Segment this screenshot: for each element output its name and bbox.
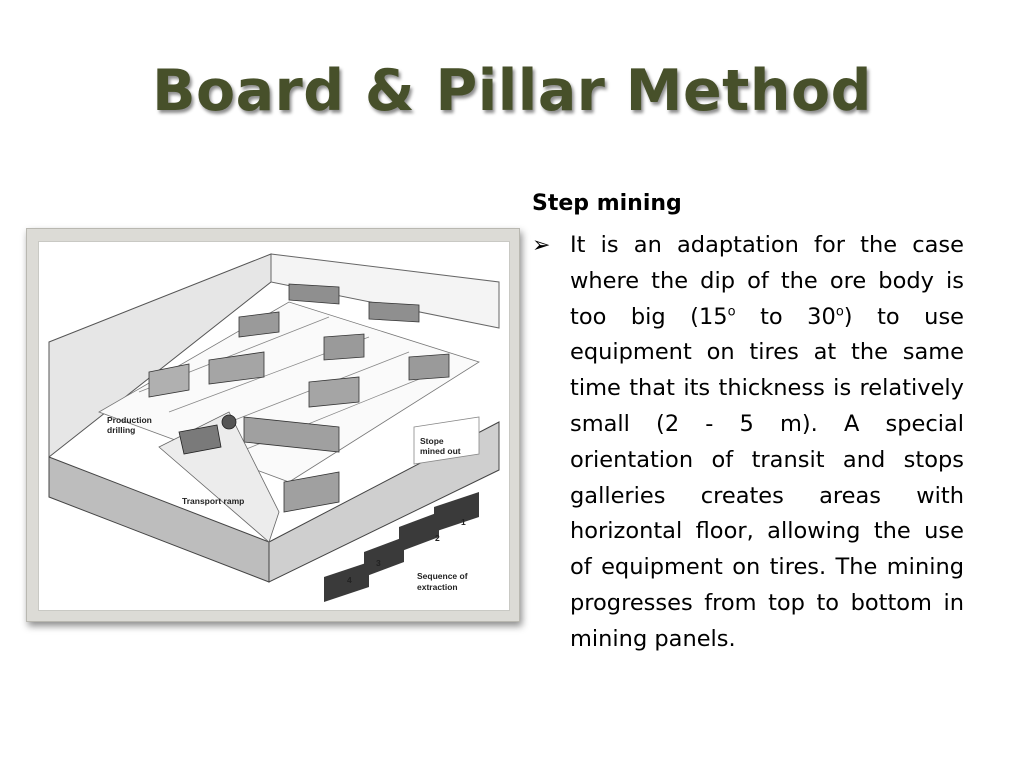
degree-superscript-2: o (835, 304, 844, 320)
mining-diagram (38, 241, 510, 611)
arrow-bullet-icon: ➢ (532, 233, 551, 258)
figure-frame (26, 228, 520, 622)
label-step-2: 2 (435, 533, 440, 543)
bullet-text-part-3: ) to use equipment on tires at the same time that its thickness is relatively small (2 - 5 m). A special orientation of transit and stops galleries creates areas with horizontal floor, allowing the use of equipment on tires. The mining progresses from top to bottom in mining panels. (570, 303, 965, 652)
label-stope-2: mined out (420, 446, 461, 456)
label-stope: Stope (420, 436, 444, 446)
label-transport-ramp: Transport ramp (182, 496, 245, 506)
label-step-4: 4 (347, 575, 352, 585)
label-step-1: 1 (461, 517, 466, 527)
text-column (532, 184, 964, 658)
bullet-text-part-1: It is an adaptation for the case where the dip of the ore body is too big (15 (570, 232, 964, 330)
label-production-drilling-2: drilling (107, 425, 136, 435)
bullet-text (570, 228, 964, 658)
label-production-drilling: Production (107, 415, 152, 425)
label-sequence: Sequence of (417, 571, 468, 581)
bullet-text-part-2: to 30 (735, 303, 836, 330)
label-sequence-2: extraction (417, 582, 458, 592)
degree-superscript-1: o (727, 304, 736, 320)
mining-diagram-illustration (39, 242, 509, 610)
subheading: Step mining (532, 191, 682, 216)
label-step-3: 3 (376, 558, 381, 568)
bullet-item (532, 228, 964, 658)
slide-title: Board & Pillar Method (152, 58, 872, 124)
